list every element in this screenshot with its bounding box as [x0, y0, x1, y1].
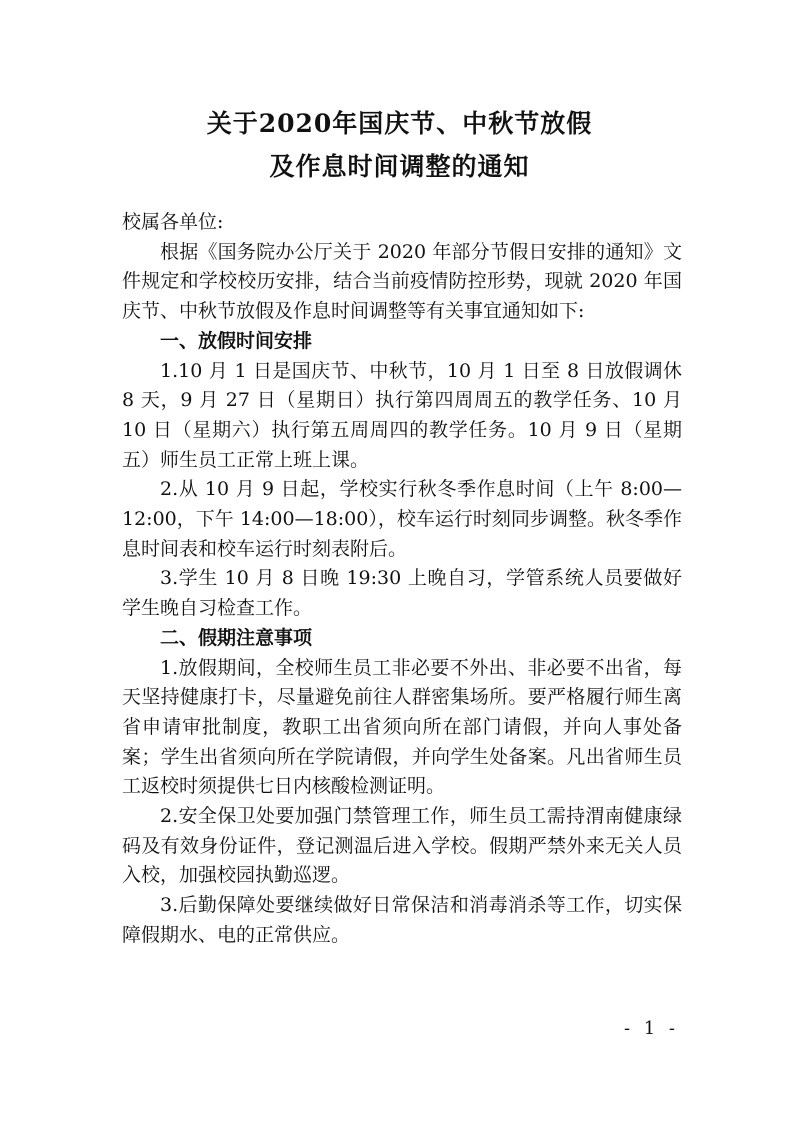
title-line-2: 及作息时间调整的通知: [269, 152, 530, 181]
section-1-item-1: 1.10 月 1 日是国庆节、中秋节，10 月 1 日至 8 日放假调休 8 天，9 月 27 日（星期日）执行第四周周五的教学任务、10 月 10 日（星期六）执行第五周周四的教学任务。10 月 9 日（星期五）师生员工正常上班上课。: [122, 359, 682, 471]
title-line-1: 关于2020年国庆节、中秋节放假: [206, 109, 593, 138]
salutation: 校属各单位:: [122, 211, 224, 233]
section-1-item-3: 3.学生 10 月 8 日晚 19:30 上晚自习，学管系统人员要做好学生晚自习检查工作。: [122, 567, 682, 620]
section-1-item-2: 2.从 10 月 9 日起，学校实行秋冬季作息时间（上午 8:00—12:00，下午 14:00—18:00），校车运行时刻同步调整。秋冬季作息时间表和校车运行时刻表附后。: [122, 478, 682, 560]
section-2-item-3: 3.后勤保障处要继续做好日常保洁和消毒消杀等工作，切实保障假期水、电的正常供应。: [122, 894, 682, 946]
document-body: [122, 208, 682, 951]
section-1-heading: 一、放假时间安排: [160, 329, 313, 352]
section-2-heading: 二、假期注意事项: [160, 626, 313, 649]
intro-paragraph: 根据《国务院办公厅关于 2020 年部分节假日安排的通知》文件规定和学校校历安排，结合当前疫情防控形势，现就 2020 年国庆节、中秋节放假及作息时间调整等有关事宜通知如下:: [122, 240, 682, 323]
section-2-item-2: 2.安全保卫处要加强门禁管理工作，师生员工需持渭南健康绿码及有效身份证件，登记测温后进入学校。假期严禁外来无关人员入校，加强校园执勤巡逻。: [122, 805, 682, 887]
page-number: - 1 -: [623, 1018, 679, 1039]
section-2-item-1: 1.放假期间，全校师生员工非必要不外出、非必要不出省，每天坚持健康打卡，尽量避免前往人群密集场所。要严格履行师生离省申请审批制度，教职工出省须向所在部门请假，并向人事处备案；学生出省须向所在学院请假，并向学生处备案。凡出省师生员工返校时须提供七日内核酸检测证明。: [122, 656, 682, 798]
